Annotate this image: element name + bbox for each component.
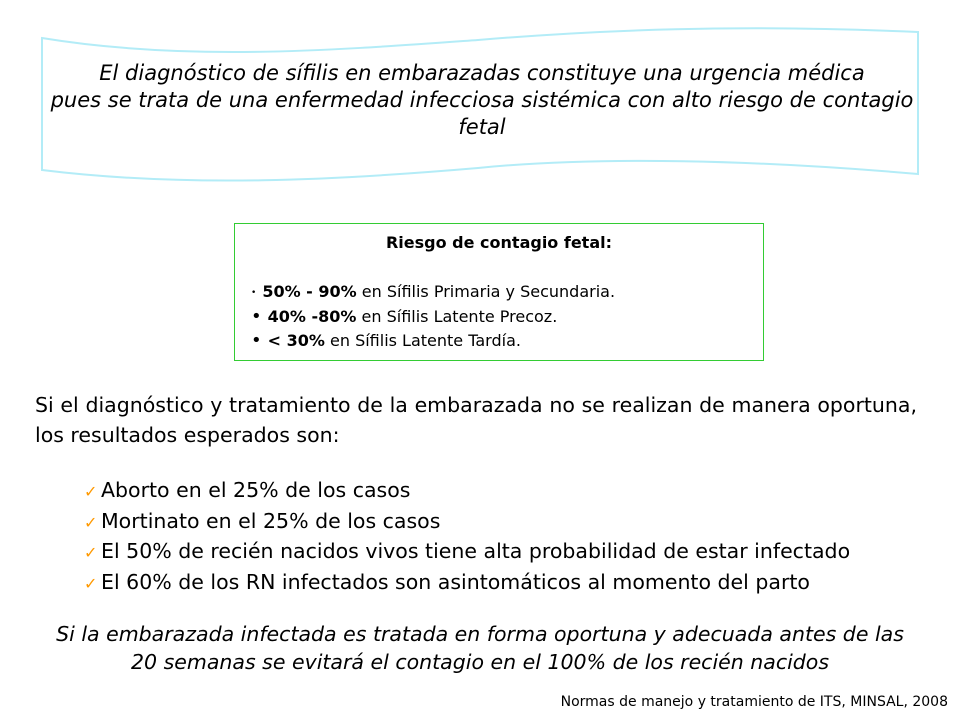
banner-statement — [48, 60, 916, 141]
outcome-item — [84, 537, 924, 568]
bullet-icon: • — [251, 305, 262, 327]
checkmark-icon: ✓ — [84, 512, 98, 532]
banner-line: El diagnóstico de sífilis en embarazadas constituye una urgencia médica — [99, 61, 865, 85]
risk-item-primary-secondary — [251, 280, 763, 305]
outcome-text: El 50% de recién nacidos vivos tiene alta probabilidad de estar infectado — [101, 539, 851, 563]
risk-stage: en Sífilis Latente Tardía. — [324, 330, 521, 350]
risk-stage: en Sífilis Primaria y Secundaria. — [356, 282, 616, 301]
checkmark-icon: ✓ — [84, 573, 98, 593]
outcome-item — [84, 568, 924, 599]
checkmark-icon: ✓ — [84, 482, 98, 501]
outcomes-list — [84, 476, 924, 598]
banner-line: fetal — [458, 115, 506, 139]
risk-percentage: 50% - 90% — [262, 282, 357, 301]
bullet-icon: • — [251, 329, 262, 351]
outcome-text: Aborto en el 25% de los casos — [101, 478, 411, 502]
conclusion-line: 20 semanas se evitará el contagio en el 100% de los recién nacidos — [130, 650, 830, 674]
outcome-text: Mortinato en el 25% de los casos — [101, 508, 441, 533]
intro-paragraph: Si el diagnóstico y tratamiento de la embarazada no se realizan de manera oportuna, los resultados esperados son: — [35, 393, 917, 447]
outcome-text: El 60% de los RN infectados son asintomáticos al momento del parto — [101, 569, 810, 594]
checkmark-icon: ✓ — [84, 543, 98, 562]
risk-percentage: 40% -80% — [267, 306, 357, 326]
source-citation: Normas de manejo y tratamiento de ITS, MINSAL, 2008 — [560, 694, 948, 710]
risk-box-title: Riesgo de contagio fetal: — [385, 233, 613, 252]
risk-list — [235, 280, 763, 353]
risk-item-early-latent — [251, 305, 763, 329]
conclusion-line: Si la embarazada infectada es tratada en forma oportuna y adecuada antes de las — [56, 622, 904, 646]
outcome-item — [84, 507, 924, 538]
conclusion-statement — [20, 620, 940, 676]
risk-percentage: < 30% — [267, 330, 325, 350]
outcome-item — [84, 476, 924, 507]
risk-stage: en Sífilis Latente Precoz. — [356, 306, 558, 326]
risk-item-late-latent — [251, 329, 763, 353]
banner-line: pues se trata de una enfermedad infecciosa sistémica con alto riesgo de contagio — [50, 88, 914, 112]
bullet-icon: • — [251, 287, 257, 298]
fetal-risk-box — [234, 223, 764, 361]
